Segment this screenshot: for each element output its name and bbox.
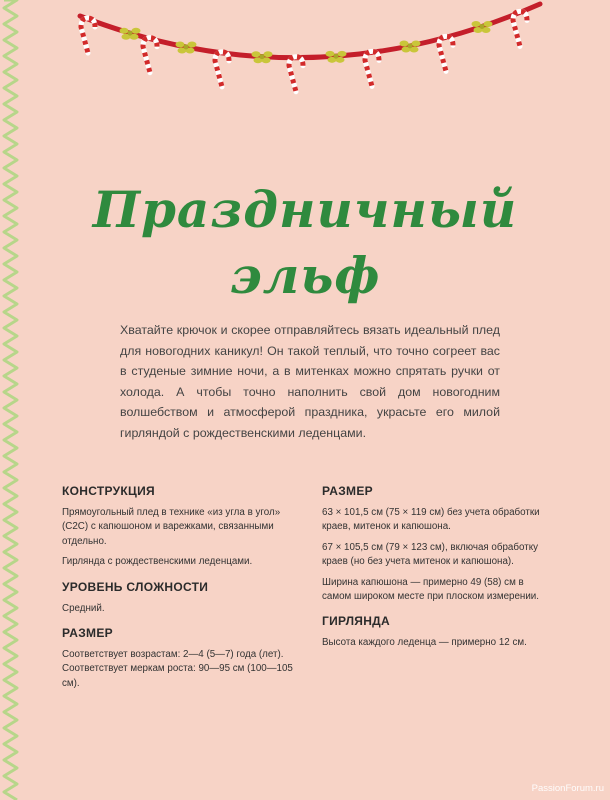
size-text-right-1: 63 × 101,5 см (75 × 119 см) без учета обработки краев, митенок и капюшона. (322, 507, 540, 533)
size-text-right-3: Ширина капюшона — примерно 49 (58) см в самом широком месте при плоском измерении. (322, 576, 540, 603)
construction-text-1: Прямоугольный плед в технике «из угла в угол» (С2С) с капюшоном и варежками, связанными отдельно. (62, 507, 281, 547)
candy-cane-icon (365, 51, 379, 86)
candy-cane-icon (215, 52, 229, 87)
size-heading-right: РАЗМЕР (322, 484, 373, 498)
garland-text: Высота каждого леденца — примерно 12 см. (322, 637, 527, 649)
candy-cane-icon (81, 18, 95, 53)
size-heading-left: РАЗМЕР (62, 626, 113, 641)
candy-cane-icon (289, 57, 303, 92)
construction-heading: КОНСТРУКЦИЯ (62, 484, 155, 498)
garland-rope (80, 4, 540, 58)
size-text-right-2: 67 × 105,5 см (79 × 123 см), включая обработку краев (но без учета митенок и капюшона). (322, 541, 539, 568)
garland-heading: ГИРЛЯНДА (322, 614, 391, 629)
difficulty-heading: УРОВЕНЬ СЛОЖНОСТИ (62, 579, 209, 594)
candy-cane-garland (0, 0, 610, 130)
watermark: PassionForum.ru (531, 783, 604, 794)
page-title-line-2: эльф (229, 246, 381, 305)
candy-cane-icon (439, 36, 453, 71)
page-title-line-1: Праздничный (92, 180, 518, 239)
right-column (322, 484, 544, 657)
difficulty-text: Средний. (62, 602, 105, 614)
construction-text-2: Гирлянда с рождественскими леденцами. (62, 556, 253, 568)
left-column (62, 484, 308, 697)
intro-paragraph: Хватайте крючок и скорее отправляйтесь вязать идеальный плед для новогодних каникул! Он такой теплый, что точно согреет вас в студеные зимние ночи, а в митенках можно спрятать ручки от холода. А чтобы точно наполнить свой дом новогодним волшебством и атмосферой праздника, украсьте его милой гирляндой с рождественскими леденцами. (120, 323, 500, 440)
size-text-left: Соответствует возрастам: 2—4 (5—7) года (лет). Соответствует меркам роста: 90—95 см (100—105 см). (62, 649, 293, 689)
candy-cane-icon (143, 38, 157, 73)
candy-cane-icon (513, 11, 527, 46)
